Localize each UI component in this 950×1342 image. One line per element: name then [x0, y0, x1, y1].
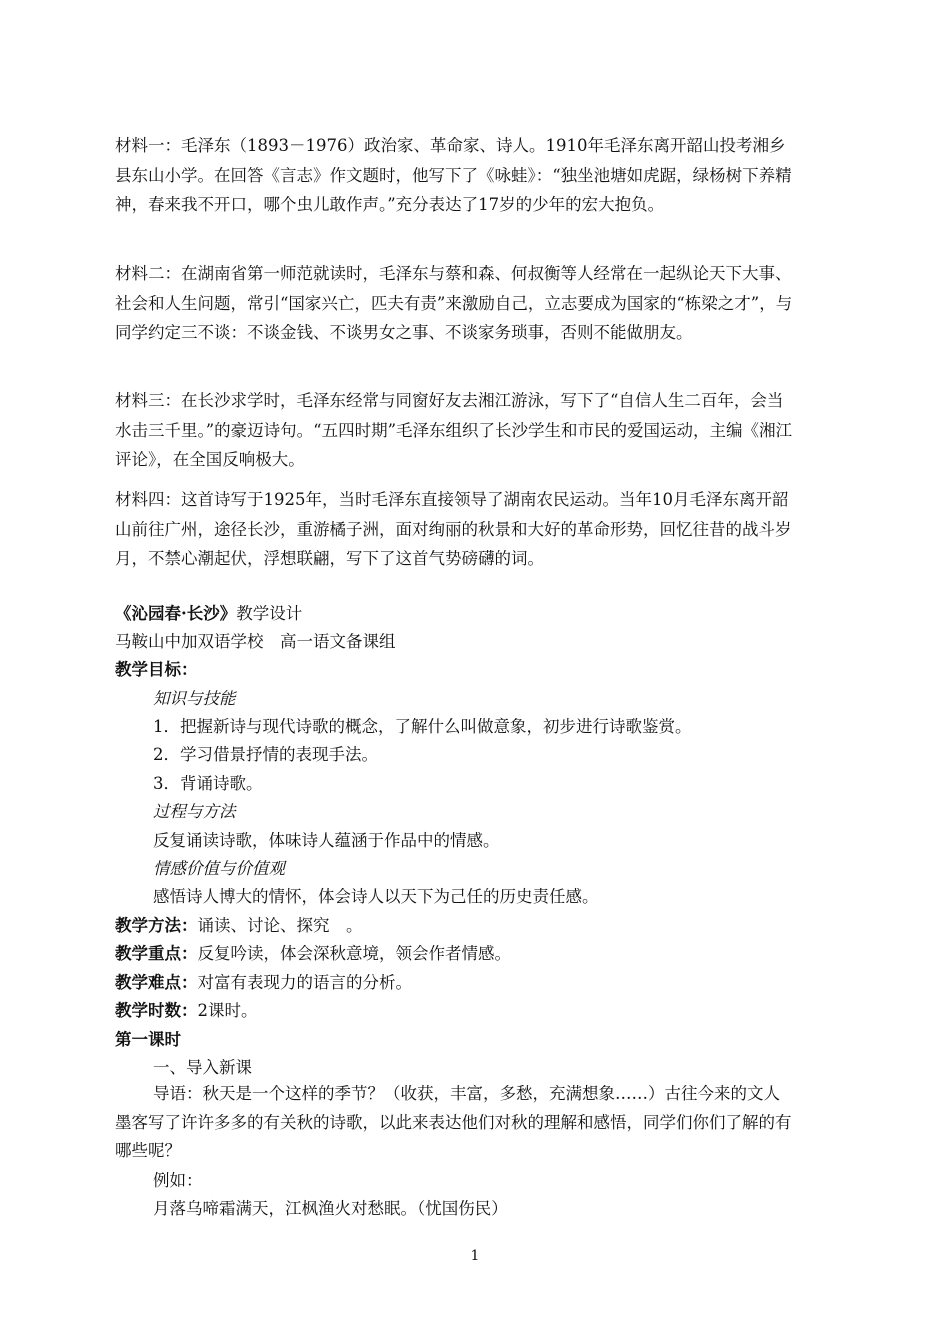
- goal-item-2: 2．学习借景抒情的表现手法。: [153, 745, 378, 764]
- hours-text: 2课时。: [197, 1001, 258, 1020]
- material-four: 材料四：这首诗写于1925年，当时毛泽东直接领导了湖南农民运动。当年10月毛泽东离开韶山前往广州，途径长沙，重游橘子洲，面对绚丽的秋景和大好的革命形势，回忆往昔的战斗岁月，不禁心潮起伏，浮想联翩，写下了这首气势磅礴的词。: [115, 490, 792, 568]
- hours-row: [115, 997, 258, 1025]
- material-two: 材料二：在湖南省第一师范就读时，毛泽东与蔡和森、何叔衡等人经常在一起纵论天下大事、社会和人生问题，常引“国家兴亡，匹夫有责”来激励自己，立志要成为国家的“栋梁之才”，与同学约定三不谈：不谈金钱、不谈男女之事、不谈家务琐事，否则不能做朋友。: [115, 264, 793, 342]
- difficulty-row: [115, 969, 412, 997]
- process-text: 反复诵读诗歌，体味诗人蕴涵于作品中的情感。: [153, 831, 500, 850]
- focus-row: [115, 940, 511, 968]
- focus-label: 教学重点：: [115, 944, 198, 963]
- material-three: 材料三：在长沙求学时，毛泽东经常与同窗好友去湘江游泳，写下了“自信人生二百年，会当水击三千里。”的豪迈诗句。“五四时期”毛泽东组织了长沙学生和市民的爱国运动，主编《湘江评论》，在全国反响极大。: [115, 391, 793, 469]
- design-title-rest: 教学设计: [236, 604, 303, 623]
- design-author: 马鞍山中加双语学校 高一语文备课组: [115, 632, 396, 651]
- design-title-bold: 《沁园春·长沙》: [115, 604, 237, 623]
- goal-item-3: 3．背诵诗歌。: [153, 774, 263, 793]
- hours-label: 教学时数：: [115, 1001, 198, 1020]
- example-line: 月落乌啼霜满天，江枫渔火对愁眠。（忧国伤民）: [153, 1199, 508, 1218]
- knowledge-heading: 知识与技能: [153, 689, 236, 708]
- goal-item-1: 1．把握新诗与现代诗歌的概念，了解什么叫做意象，初步进行诗歌鉴赏。: [153, 717, 692, 736]
- emotion-text: 感悟诗人博大的情怀，体会诗人以天下为己任的历史责任感。: [153, 887, 599, 906]
- intro-heading: 一、导入新课: [153, 1058, 252, 1077]
- method-row: [115, 912, 363, 940]
- method-text: 诵读、讨论、探究 。: [197, 916, 363, 935]
- focus-text: 反复吟读，体会深秋意境，领会作者情感。: [197, 944, 511, 963]
- method-label: 教学方法：: [115, 916, 198, 935]
- difficulty-label: 教学难点：: [115, 973, 198, 992]
- difficulty-text: 对富有表现力的语言的分析。: [197, 973, 412, 992]
- emotion-heading: 情感价值与价值观: [153, 859, 285, 878]
- intro-text: 导语：秋天是一个这样的季节？（收获，丰富，多愁，充满想象……）古往今来的文人墨客写了许许多多的有关秋的诗歌，以此来表达他们对秋的理解和感悟，同学们你们了解的有哪些呢？: [115, 1084, 792, 1160]
- goals-heading: 教学目标：: [115, 660, 198, 679]
- lesson-heading: 第一课时: [115, 1030, 181, 1049]
- material-one: 材料一：毛泽东（1893－1976）政治家、革命家、诗人。1910年毛泽东离开韶山投考湘乡县东山小学。在回答《言志》作文题时，他写下了《咏蛙》：“独坐池塘如虎踞，绿杨树下养精神，春来我不开口，哪个虫儿敢作声。”充分表达了17岁的少年的宏大抱负。: [115, 136, 792, 214]
- design-title: [115, 600, 302, 628]
- page-number: 1: [470, 1248, 480, 1264]
- process-heading: 过程与方法: [153, 802, 236, 821]
- example-label: 例如：: [153, 1171, 203, 1190]
